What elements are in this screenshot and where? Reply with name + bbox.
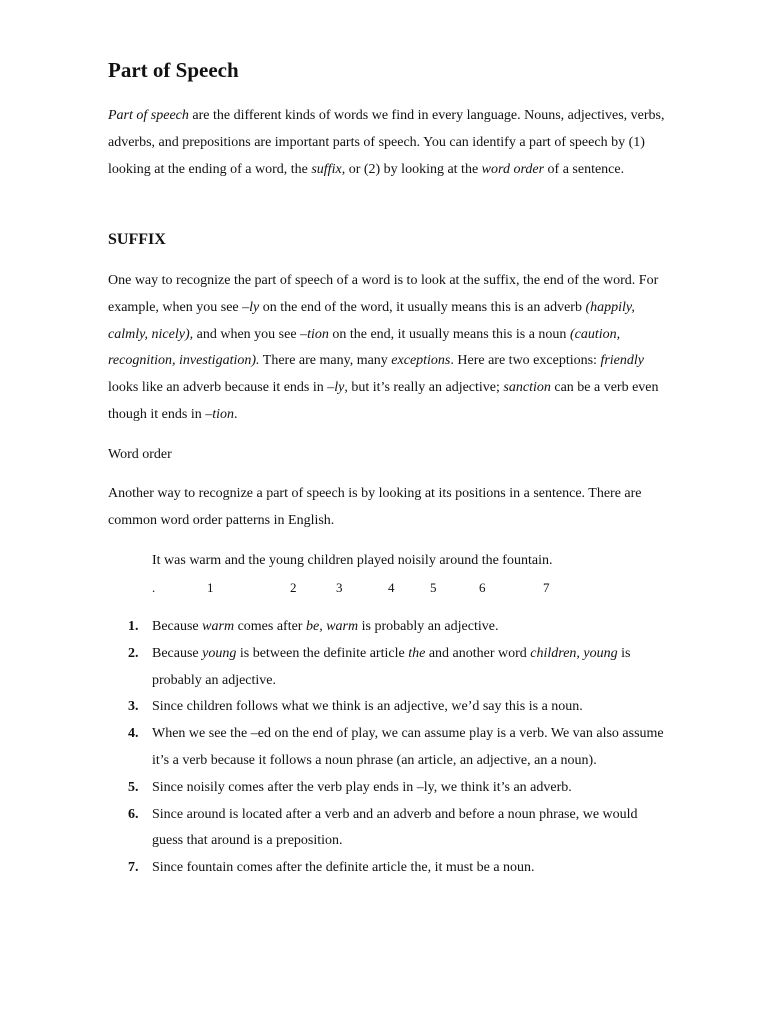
intro-paragraph: Part of speech are the different kinds of words we find in every language. Nouns, adjectives, verbs, adverbs, and prepositions are important parts of speech. You can identify a part of speech by (1) looking at the ending of a word, the suffix, or (2) by looking at the word order of a sentence.: [108, 108, 665, 177]
list-number: 1.: [128, 619, 139, 634]
position-number: 5: [430, 580, 437, 595]
intro-term: Part of speech: [108, 108, 189, 123]
list-item: 2. Because young is between the definite article the and another word children, young is probably an adjective.: [108, 641, 668, 695]
word-order-paragraph: Another way to recognize a part of speech is by looking at its positions in a sentence. There are common word order patterns in English.: [108, 486, 642, 528]
list-number: 3.: [128, 699, 139, 715]
list-item: 4. When we see the –ed on the end of play, we can assume play is a verb. We van also assume it’s a verb because it follows a noun phrase (an article, an adjective, an a noun).: [108, 721, 668, 775]
example-sentence: It was warm and the young children played noisily around the fountain.: [152, 553, 553, 568]
list-number: 4.: [128, 726, 139, 742]
position-dot: .: [152, 580, 156, 595]
list-number: 2.: [128, 645, 139, 661]
list-item: 6. Since around is located after a verb and an adverb and before a noun phrase, we would guess that around is a preposition.: [108, 802, 668, 856]
position-number: 3: [336, 580, 343, 595]
numbered-list: [108, 614, 668, 882]
list-number: 5.: [128, 779, 139, 795]
list-item: 7. Since fountain comes after the definite article the, it must be a noun.: [108, 855, 668, 882]
list-item: 5. Since noisily comes after the verb play ends in –ly, we think it’s an adverb.: [108, 775, 668, 802]
word-position-numbers: [0, 578, 768, 598]
position-number: 7: [543, 580, 550, 595]
position-number: 2: [290, 580, 297, 595]
list-number: 7.: [128, 860, 139, 876]
position-number: 1: [207, 580, 214, 595]
page-title: Part of Speech: [108, 58, 239, 82]
list-number: 6.: [128, 806, 139, 822]
position-number: 6: [479, 580, 486, 595]
position-number: 4: [388, 580, 395, 595]
suffix-paragraph: One way to recognize the part of speech of a word is to look at the suffix, the end of the word. For example, when you see –ly on the end of the word, it usually means this is an adverb (happily, calmly, nicely), and when you see –tion on the end, it usually means this is a noun (caution, recognition, investigation). There are many, many exceptions. Here are two exceptions: friendly looks like an adverb because it ends in –ly, but it’s really an adjective; sanction can be a verb even though it ends in –tion.: [108, 273, 659, 422]
suffix-heading: SUFFIX: [108, 231, 166, 248]
list-item: 1. Because warm comes after be, warm is probably an adjective.: [108, 614, 668, 641]
list-item: 3. Since children follows what we think is an adjective, we’d say this is a noun.: [108, 694, 668, 721]
word-order-heading: Word order: [108, 447, 172, 462]
